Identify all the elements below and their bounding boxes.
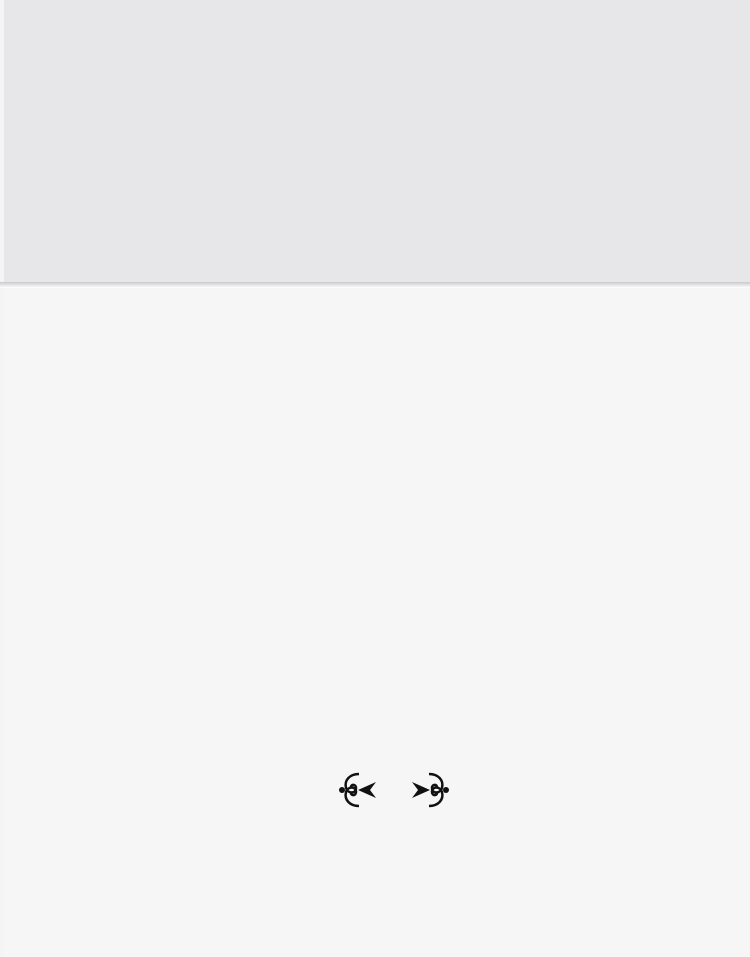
section-heading [234, 765, 554, 815]
left-ornament-icon [336, 768, 382, 812]
top-page [4, 0, 750, 282]
bottom-page [4, 288, 750, 957]
right-ornament-icon [406, 768, 452, 812]
